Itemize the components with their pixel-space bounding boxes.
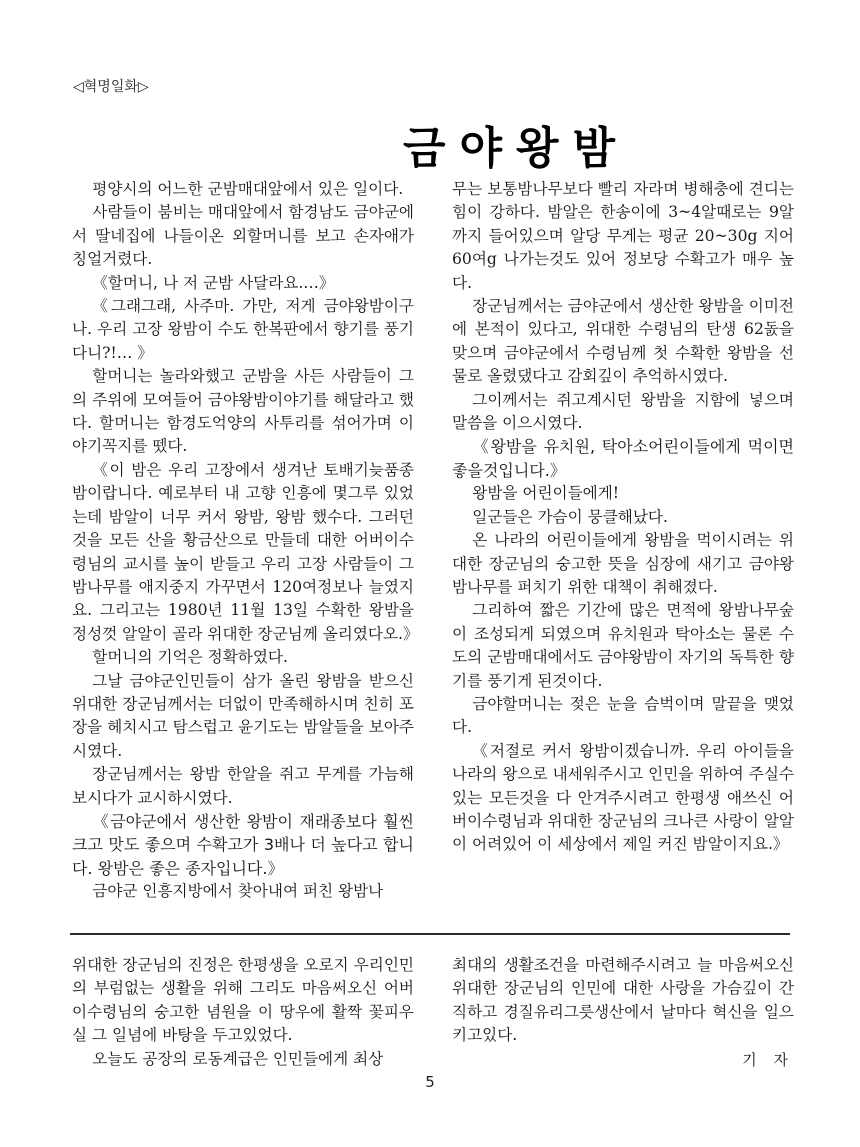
article-paragraph: 왕밤을 어린이들에게!	[472, 484, 620, 503]
article-paragraph: 《금야군에서 생산한 왕밤이 재래종보다 훨씬 크고 맛도 좋으며 수확고가 3배나 더 높다고 합니다. 왕밤은 좋은 종자입니다.》	[72, 811, 414, 878]
article-paragraph: 오늘도 공장의 로동계급은 인민들에게 최상	[92, 1049, 384, 1068]
article-paragraph: 위대한 장군님의 진정은 한평생을 오로지 우리인민의 부럼없는 생활을 위해 그리도 마음써오신 어버이수령님의 숭고한 념원을 이 땅우에 활짝 꽃피우실 그 일념에 바탕을 두고있었다.	[72, 956, 414, 1045]
article-paragraph: 《왕밤을 유치원, 탁아소어린이들에게 먹이면 좋을것입니다.》	[452, 437, 794, 480]
byline: 기 자	[742, 1050, 794, 1069]
article-paragraph: 《할머니, 나 저 군밤 사달라요.…》	[92, 273, 335, 292]
article-paragraph: 할머니는 놀라와했고 군밤을 사든 사람들이 그의 주위에 모여들어 금야왕밤이야기를 해달라고 했다. 할머니는 함경도억양의 사투리를 섞어가며 이야기꼭지를 뗐다.	[72, 367, 414, 456]
article-column-right-top	[452, 178, 794, 857]
article-column-left-top	[72, 178, 419, 904]
article-paragraph: 일군들은 가슴이 뭉클해났다.	[472, 507, 668, 526]
article-paragraph: 《그래그래, 사주마. 가만, 저게 금야왕밤이구나. 우리 고장 왕밤이 수도 한복판에서 향기를 풍기다니?!… 》	[72, 297, 414, 362]
article-paragraph: 금야할머니는 젖은 눈을 슴벅이며 말끝을 맺었다.	[452, 694, 794, 737]
article-paragraph: 최대의 생활조건을 마련해주시려고 늘 마음써오신 위대한 장군님의 인민에 대한 사랑을 가슴깊이 간직하고 경질유리그릇생산에서 날마다 혁신을 일으키고있다.	[452, 956, 794, 1045]
article-paragraph: 사람들이 붐비는 매대앞에서 함경남도 금야군에서 딸네집에 나들이온 외할머니를 보고 손자애가 칭얼거렸다.	[72, 203, 414, 269]
article-paragraph: 할머니의 기억은 정확하였다.	[92, 648, 288, 667]
article-title: 금야왕밤	[402, 123, 629, 174]
article-paragraph: 금야군 인흥지방에서 찾아내여 퍼친 왕밤나	[92, 882, 384, 901]
article-paragraph: 《이 밤은 우리 고장에서 생겨난 토배기늦품종밤이랍니다. 예로부터 내 고향 인흥에 몇그루 있었는데 밤알이 너무 커서 왕밤, 왕밤 했수다. 그러던것을 모든 산을 황금산으로 만들데 대한 어버이수령님의 교시를 높이 받들고 우리 고장 사람들이 그 밤나무를 애지중지 가꾸면서 120여정보나 늘였지요. 그리고는 1980년 11월 13일 수확한 왕밤을 정성껏 알알이 골라 위대한 장군님께 올리였다오.》	[72, 460, 419, 643]
article-paragraph: 그이께서는 쥐고계시던 왕밤을 지함에 넣으며 말씀을 이으시였다.	[452, 390, 794, 433]
article-column-right-bottom	[452, 954, 794, 1072]
article-paragraph: 《저절로 커서 왕밤이겠습니까. 우리 아이들을 나라의 왕으로 내세워주시고 인민을 위하여 주실수 있는 모든것을 다 안겨주시려고 한평생 애쓰신 어버이수령님과 위대한 장군님의 크나큰 사랑이 알알이 어려있어 이 세상에서 제일 커진 밤알이지요.》	[452, 741, 794, 854]
article-column-left-bottom	[72, 954, 414, 1071]
article-paragraph: 온 나라의 어린이들에게 왕밤을 먹이시려는 위대한 장군님의 숭고한 뜻을 심장에 새기고 금야왕밤나무를 퍼치기 위한 대책이 취해졌다.	[452, 531, 794, 596]
article-paragraph: 평양시의 어느한 군밤매대앞에서 있은 일이다.	[92, 180, 404, 198]
article-paragraph: 그날 금야군인민들이 삼가 올린 왕밤을 받으신 위대한 장군님께서는 더없이 만족해하시며 친히 포장을 헤치시고 탐스럽고 윤기도는 밤알들을 보아주시였다.	[72, 671, 414, 760]
article-paragraph: 장군님께서는 금야군에서 생산한 왕밤을 이미전에 본적이 있다고, 위대한 수령님의 탄생 62돐을 맞으며 금야군에서 수령님께 첫 수확한 왕밤을 선물로 올렸댔다고 감회깊이 추억하시였다.	[452, 297, 794, 386]
article-paragraph: 그리하여 짧은 기간에 많은 면적에 왕밤나무숲이 조성되게 되였으며 유치원과 탁아소는 물론 수도의 군밤매대에서도 금야왕밤이 자기의 독특한 향기를 풍기게 된것이다.	[452, 601, 794, 690]
section-label: ◁혁명일화▷	[73, 79, 149, 95]
section-divider	[70, 933, 790, 935]
article-paragraph: 무는 보통밤나무보다 빨리 자라며 병해충에 견디는 힘이 강하다. 밤알은 한송이에 3~4알때로는 9알까지 들어있으며 알당 무게는 평균 20~30g 지어 60여g 나가는것도 있어 정보당 수확고가 매우 높다.	[452, 180, 794, 292]
page-number: 5	[425, 1073, 435, 1091]
article-paragraph: 장군님께서는 왕밤 한알을 쥐고 무게를 가늠해보시다가 교시하시였다.	[72, 765, 414, 807]
